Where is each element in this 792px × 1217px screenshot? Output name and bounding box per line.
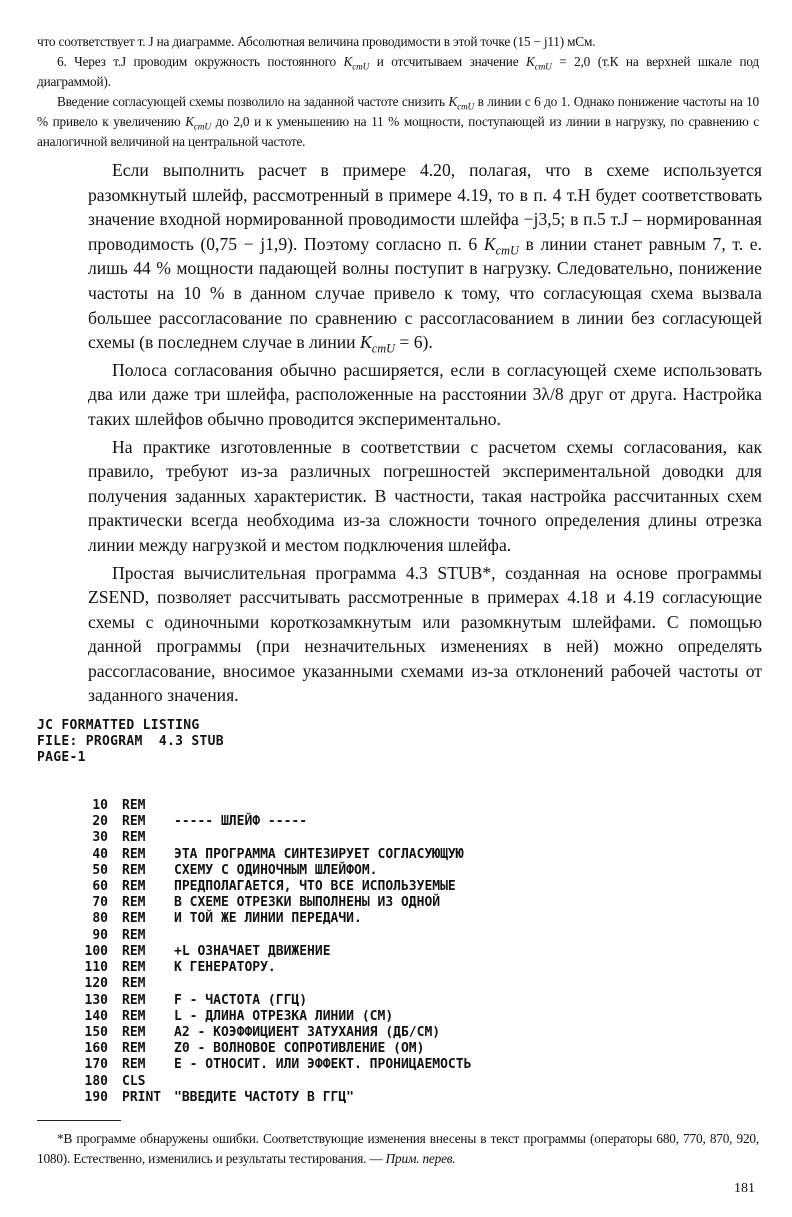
code-keyword: REM [122,1008,146,1024]
code-keyword: REM [122,960,146,976]
k: K [185,114,194,129]
code-line [60,1041,762,1057]
k-symbol [343,54,370,73]
code-line [60,993,762,1009]
code-line-number: 30 [92,830,108,846]
note-line: что соответствует т. J на диаграмме. Абсолютная величина проводимости в этой точке (15 − j11) мСм. [37,34,596,49]
code-text: "ВВЕДИТЕ ЧАСТОТУ В ГГЦ" [174,1089,355,1105]
text: = 6). [394,332,433,353]
code-keyword: CLS [122,1073,146,1089]
code-line-number: 130 [84,992,108,1008]
text: 6. Через т.J проводим окружность постоянного [57,54,344,69]
code-keyword: REM [122,830,146,846]
text: в линии с 6 до 1. Однако понижение частоты на 10 % привело к увеличению [37,94,760,129]
text: *В программе обнаружены ошибки. Соответствующие изменения внесены в текст программы (операторы 680, 770, 870, 920, 1080). Естественно, изменились и результаты тестирования. — [37,1130,759,1166]
listing-header [37,718,762,766]
code-keyword: REM [122,1057,146,1073]
code-text: +L ОЗНАЧАЕТ ДВИЖЕНИЕ [174,943,331,959]
code-line-number: 190 [84,1089,108,1105]
code-keyword: REM [122,862,146,878]
code-keyword: REM [122,846,146,862]
code-line [60,847,762,863]
k: K [448,94,458,109]
code-line-number: 90 [92,927,108,943]
code-text: A2 - КОЭФФИЦИЕНТ ЗАТУХАНИЯ (ДБ/СМ) [174,1024,441,1040]
k-symbol [359,332,395,356]
k-sub: стU [457,102,475,113]
note-conclusion [37,92,759,152]
code-keyword: REM [122,927,146,943]
code-line [60,911,762,927]
text: и отсчитываем значение [369,54,527,69]
text: = 2,0 (т.К на верхней шкале под диаграммой). [37,54,759,89]
code-text: ЭТА ПРОГРАММА СИНТЕЗИРУЕТ СОГЛАСУЮЩУЮ [174,846,464,862]
code-keyword: REM [122,1041,146,1057]
code-line-number: 10 [92,798,108,814]
code-text: В СХЕМЕ ОТРЕЗКИ ВЫПОЛНЕНЫ ИЗ ОДНОЙ [174,895,441,911]
k: K [526,54,535,69]
code-keyword: REM [122,1024,146,1040]
code-text: К ГЕНЕРАТОРУ. [174,960,276,976]
top-notes [37,32,759,152]
code-text: L - ДЛИНА ОТРЕЗКА ЛИНИИ (СМ) [174,1008,394,1024]
footnote-text [37,1129,759,1169]
footnote [37,1129,759,1169]
footnote-divider [37,1120,121,1121]
code-line [60,814,762,830]
k: K [343,54,353,69]
paragraph [88,158,762,355]
main-text [88,158,762,708]
code-line [60,1074,762,1090]
note-step-6 [37,52,759,92]
page-number: 181 [734,1180,755,1196]
k-sub: стU [371,341,395,356]
code-line-number: 50 [92,862,108,878]
code-line-number: 20 [92,814,108,830]
code-text: E - ОТНОСИТ. ИЛИ ЭФФЕКТ. ПРОНИЦАЕМОСТЬ [174,1057,472,1073]
note-attribution: Прим. перев. [385,1150,456,1166]
text: Введение согласующей схемы позволило на заданной частоте снизить [57,94,449,109]
code-keyword: REM [122,879,146,895]
code-line [60,960,762,976]
code-keyword: REM [122,798,146,814]
code-line [60,1009,762,1025]
paragraph: Простая вычислительная программа 4.3 STUB*, созданная на основе программы ZSEND, позволяет рассчитывать рассмотренные в примерах 4.18 и 4.19 согласующие схемы с одиночными короткозамкнутым или разомкнутым шлейфами. С помощью данной программы (при незначительных изменениях в ней) можно определять рассогласование, вносимое указанными схемами из-за отклонений рабочей частоты от заданного значения. [88,562,762,706]
code-line [60,976,762,992]
code-line [60,863,762,879]
k-sub: стU [495,243,519,258]
k: K [483,233,496,254]
code-line-number: 80 [92,911,108,927]
code-text: F - ЧАСТОТА (ГГЦ) [174,992,308,1008]
code-line [60,1090,762,1106]
k-sub: стU [352,62,370,73]
code-text: Z0 - ВОЛНОВОЕ СОПРОТИВЛЕНИЕ (ОМ) [174,1041,425,1057]
code-line [60,944,762,960]
code-line [60,1057,762,1073]
paragraph: Полоса согласования обычно расширяется, если в согласующей схеме использовать два или даже три шлейфа, расположенные на расстоянии 3λ/8 друг от друга. Настройка таких шлейфов обычно проводится экспериментально. [88,359,762,429]
code-line-number: 140 [84,1008,108,1024]
code-keyword: REM [122,911,146,927]
k-sub: стU [193,122,211,133]
listing-header-line: PAGE-1 [37,750,86,766]
code-line-number: 180 [84,1073,108,1089]
code-line [60,879,762,895]
code-text: И ТОЙ ЖЕ ЛИНИИ ПЕРЕДАЧИ. [174,911,362,927]
code-line-number: 120 [84,976,108,992]
text: в линии станет равным 7, т. е. лишь 44 % мощности падающей волны поступит в нагрузку. Следовательно, понижение частоты на 10 % в данном случае привело к тому, что согласующая схема вызвала большее рассогласование по сравнению с рассогласованием в линии без согласующей схемы (в последнем случае в линии [88,233,763,353]
code-line [60,1025,762,1041]
code-line-number: 110 [84,960,108,976]
code-keyword: REM [122,943,146,959]
code-line [60,798,762,814]
k: K [359,332,372,353]
code-line-number: 150 [84,1024,108,1040]
code-line-number: 100 [84,943,108,959]
code-line [60,830,762,846]
paragraph: На практике изготовленные в соответствии с расчетом схемы согласования, как правило, требуют из-за различных погрешностей экспериментальной доводки для получения заданных характеристик. В частности, такая настройка рассчитанных схем практически всегда необходима из-за сложности точного определения длины отрезка линии между нагрузкой и местом подключения шлейфа. [88,436,762,555]
code-keyword: REM [122,992,146,1008]
code-text: ----- ШЛЕЙФ ----- [174,814,308,830]
code-keyword: REM [122,976,146,992]
code-keyword: PRINT [122,1089,162,1105]
text: до 2,0 и к уменьшению на 11 % мощности, поступающей из линии в нагрузку, по сравнению с аналогичной величиной на центральной частоте. [37,114,759,149]
code-line-number: 160 [84,1041,108,1057]
program-listing [60,798,762,1106]
k-symbol [483,233,519,258]
code-text: ПРЕДПОЛАГАЕТСЯ, ЧТО ВСЕ ИСПОЛЬЗУЕМЫЕ [174,879,456,895]
k-sub: стU [534,62,552,73]
code-line-number: 60 [92,879,108,895]
code-line [60,928,762,944]
listing-header-line: JC FORMATTED LISTING [37,718,200,734]
code-text: СХЕМУ С ОДИНОЧНЫМ ШЛЕЙФОМ. [174,862,378,878]
listing-header-line: FILE: PROGRAM 4.3 STUB [37,734,224,750]
k-symbol [448,94,475,113]
k-symbol [185,114,211,133]
code-line [60,895,762,911]
code-line-number: 40 [92,846,108,862]
code-line-number: 170 [84,1057,108,1073]
k-symbol [526,54,552,73]
text: Если выполнить расчет в примере 4.20, полагая, что в схеме используется разомкнутый шлейф, рассмотренный в примере 4.19, то в п. 4 т.Н будет соответствовать значение входной нормированной проводимости шлейфа −j3,5; в п.5 т.J – нормированная проводимость (0,75 − j1,9). Поэтому согласно п. 6 [88,160,762,254]
code-line-number: 70 [92,895,108,911]
code-keyword: REM [122,895,146,911]
code-keyword: REM [122,814,146,830]
